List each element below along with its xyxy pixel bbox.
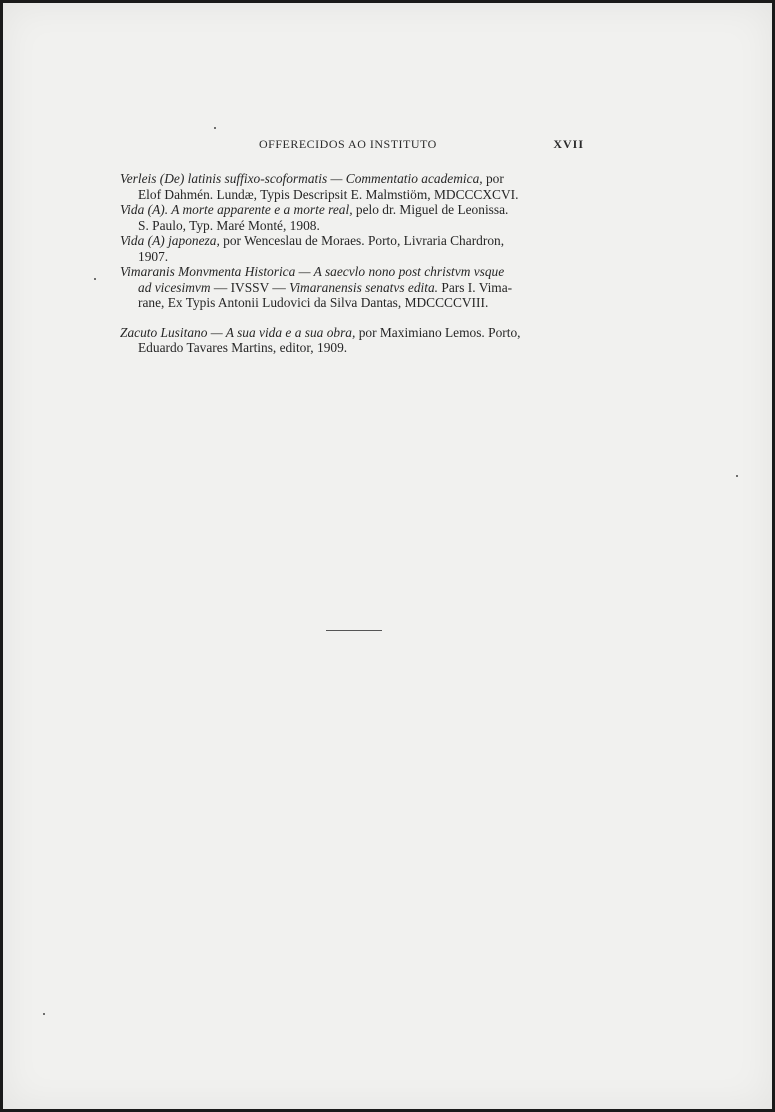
entry-title: Vida (A) japoneza, bbox=[120, 233, 220, 248]
entry-line bbox=[120, 280, 588, 296]
entry-text: — IVSSV — bbox=[210, 279, 290, 295]
entry-line bbox=[120, 202, 588, 218]
entry-line: rane, Ex Typis Antonii Ludovici da Silva Dantas, MDCCCCVIII. bbox=[138, 295, 489, 310]
entry-title: Zacuto Lusitano — A sua vida e a sua obra, bbox=[120, 324, 356, 340]
entry-text: Pars I. Vima- bbox=[438, 279, 513, 295]
print-speck bbox=[94, 278, 96, 280]
bibliography-entry bbox=[118, 171, 588, 202]
print-speck bbox=[736, 475, 738, 477]
running-title: OFFERECIDOS AO INSTITUTO bbox=[259, 137, 437, 151]
entry-text: por bbox=[482, 171, 504, 186]
bibliography-list bbox=[118, 171, 588, 356]
entry-title: ad vicesimvm bbox=[138, 279, 211, 295]
entry-line bbox=[120, 171, 588, 187]
book-page bbox=[3, 3, 772, 1109]
entry-line bbox=[120, 325, 588, 341]
entry-title: Verleis (De) latinis suffixo-scoformatis — Commentatio academica, bbox=[120, 171, 483, 186]
page-header bbox=[3, 137, 772, 157]
end-rule bbox=[326, 630, 382, 631]
entry-line: 1907. bbox=[138, 248, 169, 264]
entry-text: por Wenceslau de Moraes. Porto, Livraria Chardron, bbox=[219, 233, 505, 248]
entry-text: pelo dr. Miguel de Leonissa. bbox=[352, 202, 509, 217]
entry-title: Vida (A). A morte apparente e a morte real, bbox=[120, 202, 353, 217]
bibliography-entry bbox=[118, 325, 588, 356]
print-speck bbox=[214, 127, 216, 129]
entry-text: por Maximiano Lemos. Porto, bbox=[355, 324, 521, 340]
entry-line: Eduardo Tavares Martins, editor, 1909. bbox=[138, 340, 348, 355]
bibliography-entry bbox=[118, 264, 588, 311]
entry-title: Vimaranensis senatvs edita. bbox=[289, 279, 439, 295]
page-number: XVII bbox=[553, 137, 584, 151]
bibliography-entry bbox=[118, 202, 588, 233]
entry-line bbox=[120, 233, 588, 249]
entry-line bbox=[120, 264, 588, 280]
bibliography-entry bbox=[118, 233, 588, 264]
entry-line: S. Paulo, Typ. Maré Monté, 1908. bbox=[138, 217, 320, 233]
entry-line: Elof Dahmén. Lundæ, Typis Descripsit E. Malmstiöm, MDCCCXCVI. bbox=[138, 186, 519, 202]
print-speck bbox=[43, 1013, 45, 1015]
entry-title: Vimaranis Monvmenta Historica — A saecvlo nono post christvm vsque bbox=[120, 264, 505, 279]
